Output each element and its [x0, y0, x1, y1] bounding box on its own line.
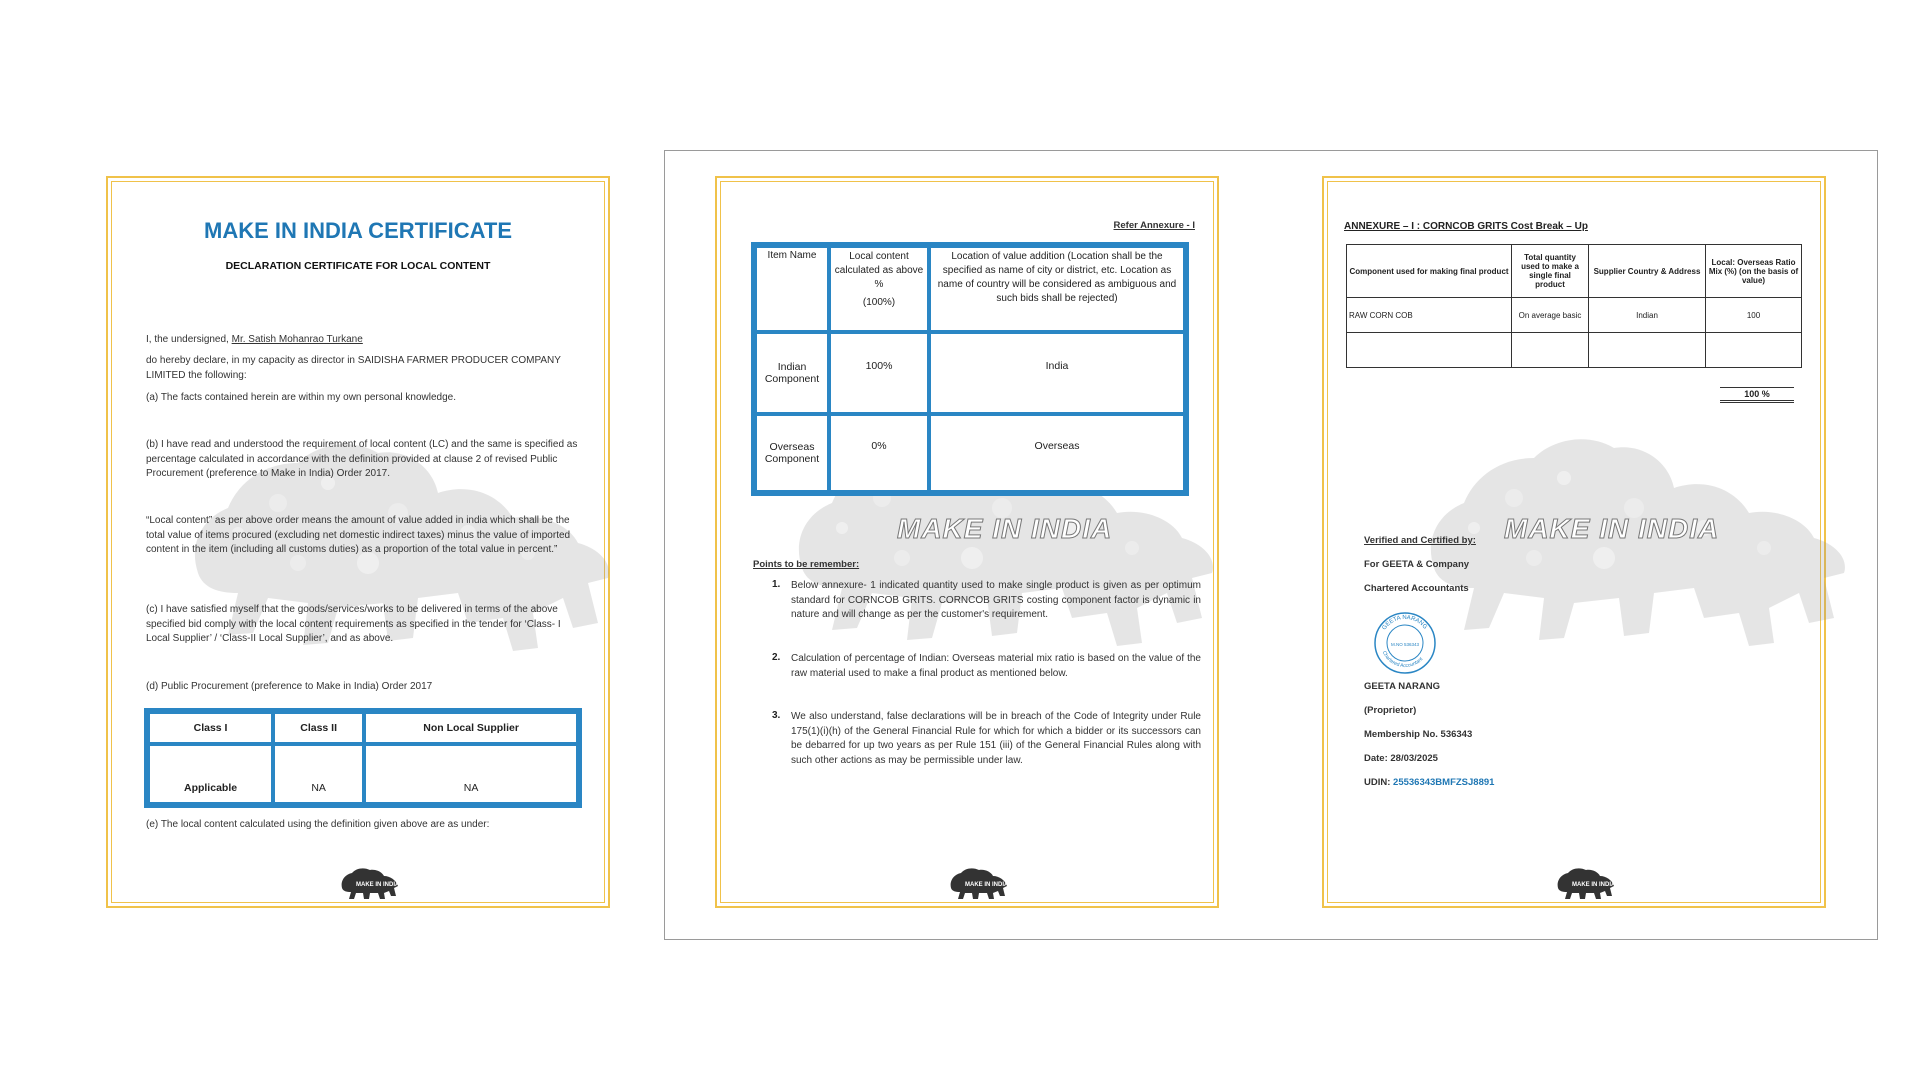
cost-table-header [1347, 245, 1802, 298]
empty-cell [1512, 333, 1589, 368]
header-supplier: Supplier Country & Address [1589, 245, 1706, 298]
undersigned-line [146, 333, 363, 348]
cell-quantity: On average basic [1512, 298, 1589, 333]
point-3-number: 3. [772, 710, 781, 721]
cost-table-empty-row [1347, 333, 1802, 368]
empty-cell [1589, 333, 1706, 368]
cell-item: Overseas Component [756, 415, 828, 491]
class-table-row [149, 745, 577, 803]
header-class-2: Class II [274, 713, 363, 743]
para-b: (b) I have read and understood the requirement of local content (LC) and the same is specified as percentage calculated in accordance with the definition provided at clause 2 of revised Public Procurement (preference to Make in India) Order 2017. [146, 439, 578, 479]
page-1-make-in-india-certificate [106, 176, 610, 908]
cell-item: Indian Component [756, 333, 828, 413]
point-3-text: We also understand, false declarations will be in breach of the Code of Integrity under Rule 175(1)(i)(h) of the General Financial Rule for which for which a bidder or its successors can be debarred for up two years as per Rule 151 (iii) of the General Financial Rules along with such other actions as may be permissible under law. [791, 711, 1201, 766]
cell-ratio: 100 [1706, 298, 1802, 333]
make-in-india-logo [335, 866, 405, 907]
cell-non-local: NA [365, 745, 577, 803]
udin-line [1364, 776, 1494, 791]
cell-location: Overseas [930, 415, 1184, 491]
page-2-local-content-table [715, 176, 1219, 908]
page-subtitle: DECLARATION CERTIFICATE FOR LOCAL CONTENT [225, 260, 491, 272]
local-content-table [751, 242, 1189, 496]
header-class-1: Class I [149, 713, 272, 743]
page-3-annexure [1322, 176, 1826, 908]
udin-label: UDIN: [1364, 777, 1391, 788]
refer-annexure: Refer Annexure - I [1113, 220, 1195, 231]
point-2-text: Calculation of percentage of Indian: Overseas material mix ratio is based on the value of the raw material used to make a final product as mentioned below. [791, 653, 1201, 679]
verified-label: Verified and Certified by: [1364, 535, 1476, 546]
undersigned-prefix: I, the undersigned, [146, 334, 229, 345]
cell-component: RAW CORN COB [1347, 298, 1512, 333]
cell-class-2: NA [274, 745, 363, 803]
header-local-content-text: Local content calculated as above % [834, 251, 924, 290]
ca-stamp [1372, 610, 1438, 681]
para-a: (a) The facts contained herein are within my own personal knowledge. [146, 392, 456, 403]
firm-name: For GEETA & Company [1364, 559, 1470, 570]
point-1-number: 1. [772, 579, 781, 590]
make-in-india-logo [1551, 866, 1621, 907]
watermark-text: MAKE IN INDIA [897, 513, 1113, 544]
header-local-content-pct: (100%) [862, 297, 896, 308]
header-local-content [830, 247, 928, 331]
logo-text: MAKE IN INDIA [1572, 882, 1616, 888]
certificate-date: Date: 28/03/2025 [1364, 753, 1438, 764]
cell-pct: 0% [830, 415, 928, 491]
class-table [144, 708, 582, 808]
signatory-role: (Proprietor) [1364, 705, 1417, 716]
header-location: Location of value addition (Location shall be the specified as name of city or district, etc. Location as name of country will be considered as ambiguous and such bids shall be rejected) [930, 247, 1184, 331]
cost-table-row [1347, 298, 1802, 333]
para-c: (c) I have satisfied myself that the goods/services/works to be delivered in terms of the above specified bid comply with the local content requirements as specified in the tender for ‘Class- I Local Supplier’ / ‘Class-II Local Supplier’, and as above. [146, 604, 561, 644]
point-1-text: Below annexure- 1 indicated quantity used to make single product is given as per optimum standard for CORNCOB GRITS. CORNCOB GRITS costing component factor is dynamic in nature and will change as per the customer's requirement. [791, 580, 1201, 620]
para-e: (e) The local content calculated using the definition given above are as under: [146, 819, 490, 830]
header-item-name: Item Name [756, 247, 828, 331]
cost-breakup-table [1346, 244, 1802, 368]
membership-number: Membership No. 536343 [1364, 729, 1473, 740]
cell-class-1: Applicable [149, 745, 272, 803]
declaration-text: do hereby declare, in my capacity as director in SAIDISHA FARMER PRODUCER COMPANY LIMITED the following: [146, 355, 561, 381]
row-indian [756, 333, 1184, 413]
header-component: Component used for making final product [1347, 245, 1512, 298]
page-title: MAKE IN INDIA CERTIFICATE [204, 218, 512, 243]
para-d: (d) Public Procurement (preference to Make in India) Order 2017 [146, 681, 433, 692]
annexure-title: ANNEXURE – I : CORNCOB GRITS Cost Break – Up [1344, 221, 1588, 232]
point-2-number: 2. [772, 652, 781, 663]
cell-pct: 100% [830, 333, 928, 413]
cell-supplier: Indian [1589, 298, 1706, 333]
header-ratio: Local: Overseas Ratio Mix (%) (on the basis of value) [1706, 245, 1802, 298]
para-local-content: “Local content” as per above order means the amount of value added in india which shall be the total value of items procured (excluding net domestic indirect taxes) minus the value of imported content in the item (including all customs duties) as a proportion of the total value in percent.” [146, 515, 571, 555]
udin-value: 25536343BMFZSJ8891 [1393, 777, 1495, 788]
undersigned-name: Mr. Satish Mohanrao Turkane [231, 334, 363, 345]
empty-cell [1347, 333, 1512, 368]
local-content-header [756, 247, 1184, 331]
cell-location: India [930, 333, 1184, 413]
chartered-accountants: Chartered Accountants [1364, 583, 1469, 594]
empty-cell [1706, 333, 1802, 368]
logo-text: MAKE IN INDIA [965, 882, 1009, 888]
stamp-outer: Chartered Accountant [1380, 650, 1425, 670]
watermark-text: MAKE IN INDIA [1504, 513, 1720, 544]
svg-text:Chartered Accountant [1381, 650, 1425, 669]
stamp-membership: M.NO 536343 [1390, 642, 1420, 647]
class-table-header [149, 713, 577, 743]
header-non-local: Non Local Supplier [365, 713, 577, 743]
stamp-name: GEETA NARANG [1381, 614, 1428, 632]
header-quantity: Total quantity used to make a single final product [1512, 245, 1589, 298]
total-percentage: 100 % [1720, 387, 1794, 403]
make-in-india-logo [944, 866, 1014, 907]
row-overseas [756, 415, 1184, 491]
logo-text: MAKE IN INDIA [356, 882, 400, 888]
signatory-name: GEETA NARANG [1364, 681, 1440, 692]
points-title: Points to be remember: [753, 559, 860, 570]
